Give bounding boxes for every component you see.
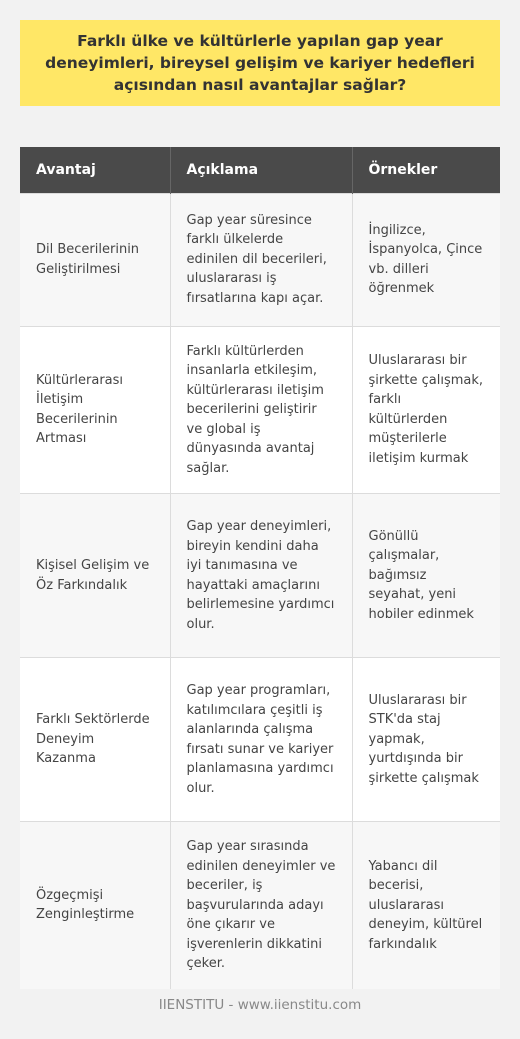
column-header-advantage: Avantaj [20, 147, 170, 193]
examples-cell: Uluslararası bir STK'da staj yapmak, yurtdışında bir şirkette çalışmak [352, 658, 500, 822]
title-banner [20, 20, 500, 106]
advantage-cell: Kültürlerarası İletişim Becerilerinin Artması [20, 326, 170, 494]
table-row [20, 658, 500, 822]
page-title: Farklı ülke ve kültürlerle yapılan gap year deneyimleri, bireysel gelişim ve kariyer hedefleri açısından nasıl avantajlar sağlar? [45, 32, 475, 94]
advantage-cell: Farklı Sektörlerde Deneyim Kazanma [20, 658, 170, 822]
description-cell: Gap year süresince farklı ülkelerde edinilen dil becerileri, uluslararası iş fırsatlarına kapı açar. [170, 193, 352, 326]
table-row [20, 494, 500, 658]
column-header-examples: Örnekler [352, 147, 500, 193]
description-cell: Farklı kültürlerden insanlarla etkileşim, kültürlerarası iletişim becerilerini geliştirir ve global iş dünyasında avantaj sağlar. [170, 326, 352, 494]
examples-cell: Uluslararası bir şirkette çalışmak, farklı kültürlerden müşterilerle iletişim kurmak [352, 326, 500, 494]
description-cell: Gap year programları, katılımcılara çeşitli iş alanlarında çalışma fırsatı sunar ve kariyer planlamasına yardımcı olur. [170, 658, 352, 822]
table-header-row [20, 147, 500, 193]
description-cell: Gap year deneyimleri, bireyin kendini daha iyi tanımasına ve hayattaki amaçlarını belirlemesine yardımcı olur. [170, 494, 352, 658]
table-row [20, 822, 500, 989]
examples-cell: Yabancı dil becerisi, uluslararası deneyim, kültürel farkındalık [352, 822, 500, 989]
examples-cell: İngilizce, İspanyolca, Çince vb. dilleri öğrenmek [352, 193, 500, 326]
footer-credit: IIENSTITU - www.iienstitu.com [158, 997, 362, 1013]
advantages-table [20, 147, 500, 989]
advantage-cell: Özgeçmişi Zenginleştirme [20, 822, 170, 989]
advantage-cell: Dil Becerilerinin Geliştirilmesi [20, 193, 170, 326]
table-row [20, 326, 500, 494]
examples-cell: Gönüllü çalışmalar, bağımsız seyahat, yeni hobiler edinmek [352, 494, 500, 658]
advantage-cell: Kişisel Gelişim ve Öz Farkındalık [20, 494, 170, 658]
column-header-description: Açıklama [170, 147, 352, 193]
table-row [20, 193, 500, 326]
description-cell: Gap year sırasında edinilen deneyimler ve beceriler, iş başvurularında adayı öne çıkarır ve işverenlerin dikkatini çeker. [170, 822, 352, 989]
